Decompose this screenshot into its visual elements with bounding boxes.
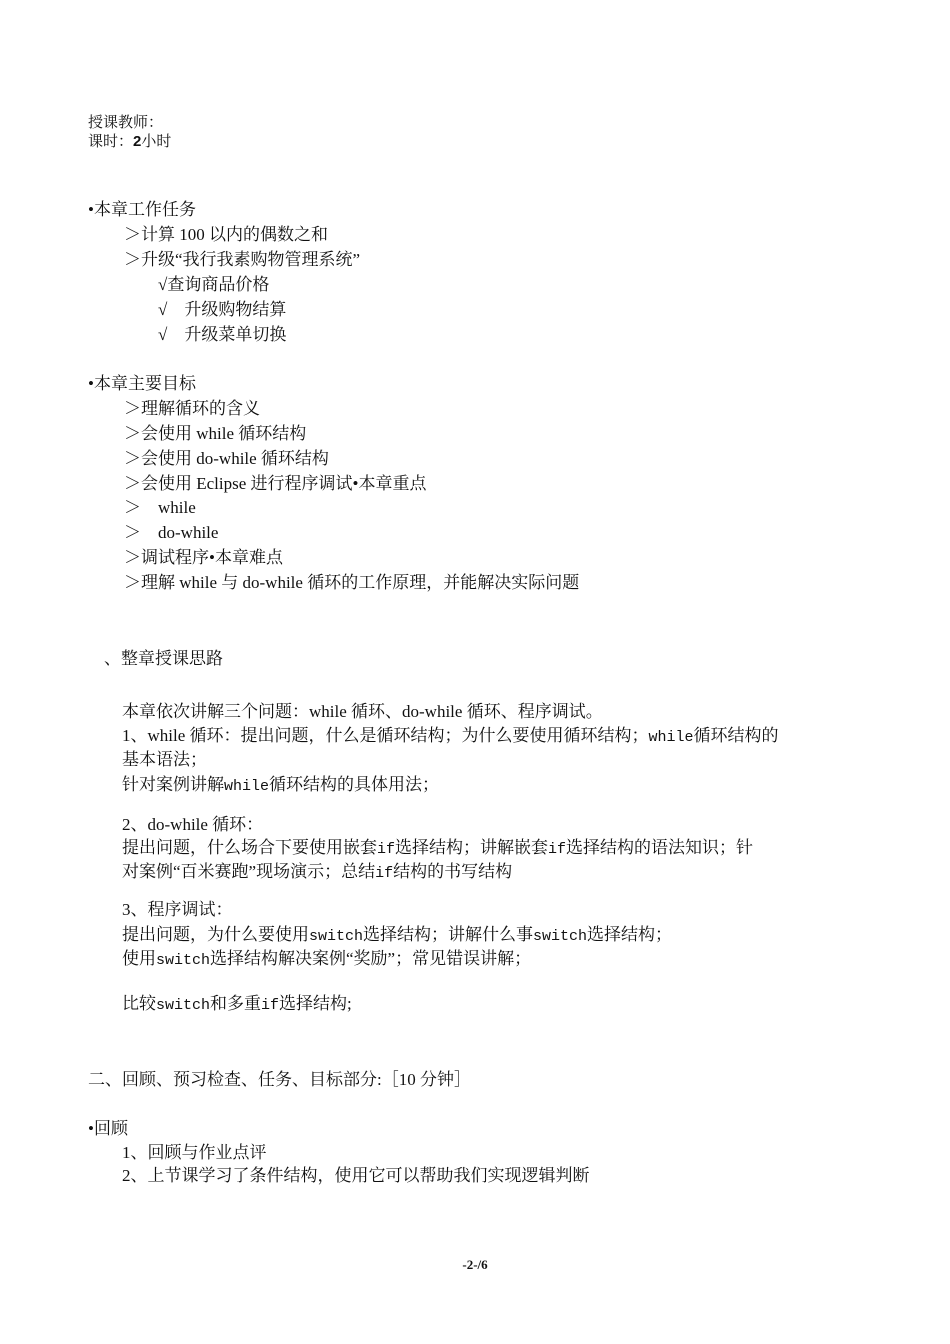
code-span: if xyxy=(377,841,396,858)
dowhile-paragraph-line xyxy=(122,861,512,885)
code-span: if xyxy=(548,841,567,858)
teacher-label: 授课教师： xyxy=(88,115,164,131)
review-item: 1、回顾与作业点评 xyxy=(122,1143,267,1162)
text-span: 1、while 循环：提出问题，什么是循环结构；为什么要使用循环结构； xyxy=(122,726,649,745)
review-item: 2、上节课学习了条件结构，使用它可以帮助我们实现逻辑判断 xyxy=(122,1166,590,1185)
task-subitem: √ 升级菜单切换 xyxy=(158,325,287,344)
debug-paragraph-line xyxy=(122,948,531,972)
text-span: 提出问题，什么场合下要使用嵌套 xyxy=(122,838,377,857)
approach-intro: 本章依次讲解三个问题：while 循环、do-while 循环、程序调试。 xyxy=(122,702,603,721)
code-span: switch xyxy=(309,928,364,945)
goal-item: ＞理解循环的含义 xyxy=(124,399,260,418)
review-section-title: 二、回顾、预习检查、任务、目标部分:［10 分钟］ xyxy=(88,1070,471,1089)
text-span: 比较 xyxy=(122,994,156,1013)
debug-title: 3、程序调试： xyxy=(122,900,233,919)
approach-heading: 、整章授课思路 xyxy=(104,649,223,668)
goals-heading: •本章主要目标 xyxy=(88,374,196,393)
task-item: ＞升级“我行我素购物管理系统” xyxy=(124,250,361,269)
text-span: 结构的书写结构 xyxy=(393,862,513,881)
task-subitem: √ 升级购物结算 xyxy=(158,300,287,319)
text-span: 使用 xyxy=(122,949,156,968)
debug-paragraph-line xyxy=(122,924,672,948)
text-span: 和多重 xyxy=(210,994,262,1013)
goal-item: ＞ do-while xyxy=(124,523,219,542)
goal-item: ＞会使用 while 循环结构 xyxy=(124,424,307,443)
goal-item: ＞会使用 do-while 循环结构 xyxy=(124,449,329,468)
while-paragraph-line xyxy=(122,774,439,798)
hours-value: 2 xyxy=(133,133,142,150)
text-span: 选择结构；讲解什么事 xyxy=(363,925,534,944)
page-number: -2-/6 xyxy=(462,1257,488,1272)
goal-item: ＞调试程序•本章难点 xyxy=(124,548,283,567)
text-span: 循环结构的具体用法； xyxy=(269,775,440,794)
hours-label: 课时： xyxy=(88,134,134,150)
text-span: 选择结构；讲解嵌套 xyxy=(395,838,549,857)
class-hours xyxy=(88,131,171,153)
text-span: 选择结构的语法知识；针 xyxy=(566,838,754,857)
compare-line xyxy=(122,993,352,1017)
code-span: switch xyxy=(156,997,211,1014)
task-subitem: √查询商品价格 xyxy=(158,275,270,294)
tasks-heading: •本章工作任务 xyxy=(88,200,196,219)
review-heading: •回顾 xyxy=(88,1119,128,1138)
code-span: if xyxy=(261,997,280,1014)
text-span: 循环结构的 xyxy=(693,726,779,745)
text-span: 针对案例讲解 xyxy=(122,775,224,794)
goal-item: ＞理解 while 与 do-while 循环的工作原理，并能解决实际问题 xyxy=(124,573,580,592)
code-span: switch xyxy=(156,952,211,969)
code-span: if xyxy=(375,865,394,882)
code-span: switch xyxy=(533,928,588,945)
task-item: ＞计算 100 以内的偶数之和 xyxy=(124,225,328,244)
text-span: 选择结构; xyxy=(279,994,352,1013)
while-paragraph-line xyxy=(122,725,779,749)
while-paragraph-line: 基本语法； xyxy=(122,750,207,769)
text-span: 选择结构解决案例“奖励”；常见错误讲解； xyxy=(210,949,532,968)
text-span: 对案例“百米赛跑”现场演示；总结 xyxy=(122,862,376,881)
dowhile-title: 2、do-while 循环： xyxy=(122,815,264,834)
code-span: while xyxy=(224,778,270,795)
dowhile-paragraph-line xyxy=(122,837,753,861)
text-span: 提出问题，为什么要使用 xyxy=(122,925,309,944)
code-span: while xyxy=(648,729,694,746)
goal-item: ＞ while xyxy=(124,498,196,517)
goal-item: ＞会使用 Eclipse 进行程序调试•本章重点 xyxy=(124,474,427,493)
hours-unit: 小时 xyxy=(141,134,172,150)
text-span: 选择结构； xyxy=(587,925,673,944)
